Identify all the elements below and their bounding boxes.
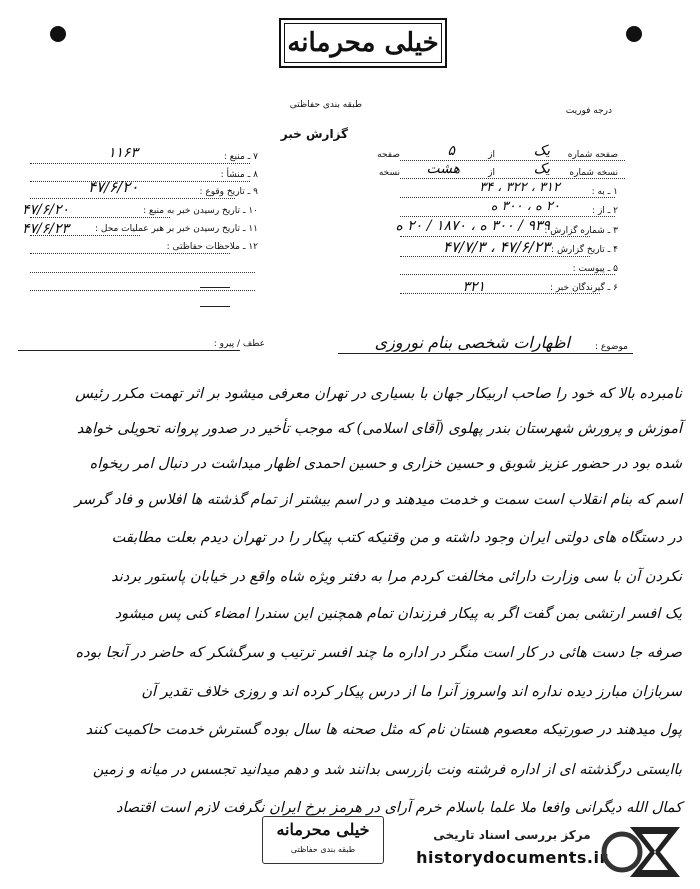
field-source-value: ۱۱۶۳ xyxy=(108,145,139,161)
archive-logo-icon xyxy=(600,822,690,882)
field-report-date-dots xyxy=(400,256,590,257)
body-line: پول میدهند در صورتیکه معصوم هستان نام که مثل صحنه ها سال بوده گسترش خدمت حاکمیت کنند xyxy=(85,722,682,738)
field-event-date-label: ۹ ـ تاریخ وقوع : xyxy=(199,187,258,197)
copy-number-tail: نسخه xyxy=(378,168,400,178)
page-number-label: صفحه شماره xyxy=(567,150,618,160)
body-line: باایستی درگذشته ای از اداره فرشته ونت بازرسی بدانند شد و دهم میدانید تجسس در میانه و زمین xyxy=(92,762,682,778)
body-line: کمال الله دیگرانی وافعا ملا علما باسلام خرم آرای در هرمز برخ ایران نگرفت لازم است اقتصاد xyxy=(116,800,682,816)
field-source-label: ۷ ـ منبع : xyxy=(223,152,258,162)
extra-dots-2 xyxy=(30,290,255,291)
punch-hole-left xyxy=(50,26,66,42)
copy-number-value: یک xyxy=(533,161,550,177)
field-source-received-label: ۱۰ ـ تاریخ رسیدن خبر به منبع : xyxy=(143,206,258,216)
field-report-number-dots xyxy=(400,236,590,237)
field-attachment-label: ۵ ـ پیوست : xyxy=(572,264,618,274)
subject-value: اظهارات شخصی بنام نوروزی xyxy=(374,333,570,352)
punch-hole-right xyxy=(626,26,642,42)
field-origin-dots xyxy=(30,181,250,182)
body-line: نامبرده بالا که خود را صاحب اربیکار جهان با بسیاری در تهران معرفی میشود بر اثر تهمت مکرر رئیس xyxy=(75,386,682,402)
signature-dash-2 xyxy=(200,306,230,307)
report-title: گزارش خبر xyxy=(280,127,348,141)
field-event-date-value: ۴۷/۶/۲۰ xyxy=(88,178,139,196)
signature-dash-1 xyxy=(200,287,230,288)
field-attachment-dots xyxy=(400,274,615,275)
field-to-label: ۱ ـ به : xyxy=(591,187,618,197)
field-report-number-label: ۳ ـ شماره گزارش : xyxy=(544,226,618,236)
field-recipients-label: ۶ ـ گیرندگان خبر : xyxy=(549,283,618,293)
reference-label: عطف / پیرو : xyxy=(213,339,265,349)
subject-label: موضوع : xyxy=(594,342,628,352)
copy-number-from: از xyxy=(488,168,495,178)
field-recipients-value: ۳۲۱ xyxy=(462,279,485,295)
field-ops-received-label: ۱۱ ـ تاریخ رسیدن خبر بر هبر عملیات محل : xyxy=(94,224,258,234)
seal-caption: طبقه بندی حفاظتی xyxy=(290,845,356,854)
reference-rule xyxy=(18,350,240,351)
classification-stamp-text: خیلی محرمانه xyxy=(287,28,439,58)
field-to-value: ۳۱۲ ، ۳۲۲ ، ۳۴ xyxy=(479,180,560,195)
page-number-value: یک xyxy=(533,143,550,159)
page-total-value: ۵ xyxy=(447,143,455,159)
field-source-received-value: ۴۷/۶/۲۰ xyxy=(22,202,70,218)
field-security-notes-label: ۱۲ ـ ملاحظات حفاظتی : xyxy=(166,242,258,252)
body-line: آموزش و پرورش شهرستان بندر پهلوی (آقای اسلامی) که موجب تأخیر در صدور پروانه تحویلی خواهد xyxy=(76,421,682,437)
classification-stamp xyxy=(279,18,447,68)
field-source-dots xyxy=(30,163,250,164)
field-from-dots xyxy=(400,216,615,217)
seal-text: خیلی محرمانه xyxy=(276,820,370,839)
copy-number-label: نسخه شماره xyxy=(569,168,618,178)
field-from-label: ۲ ـ از : xyxy=(592,206,618,216)
field-event-date-dots xyxy=(30,198,235,199)
field-origin-label: ۸ ـ منشأ : xyxy=(220,170,258,180)
field-report-number-value: ۹۳۹ / ۳۰۰ ه ، ۱۸۷۰ / ۲۰ ه xyxy=(395,218,550,234)
field-report-date-label: ۴ ـ تاریخ گزارش : xyxy=(551,245,618,255)
bottom-classification-seal xyxy=(262,816,384,864)
copy-total-value: هشت xyxy=(426,161,460,177)
field-report-date-value: ۴۷/۶/۲۳ ، ۴۷/۷/۳ xyxy=(442,238,550,256)
field-ops-received-value: ۴۷/۶/۲۳ xyxy=(22,221,70,237)
watermark-url: historydocuments.ir xyxy=(416,848,608,867)
field-recipients-dots xyxy=(400,293,600,294)
body-line: نکردن آن با سی وزارت دارائی مخالفت کردم مرا به دفتر ویژه شاه واقع در خیابان پاستور بردند xyxy=(111,569,682,585)
security-class-label: طبقه بندی حفاظتی xyxy=(289,100,362,110)
extra-dots-1 xyxy=(30,272,255,273)
watermark-title: مرکز بررسی اسناد تاریخی xyxy=(433,828,591,842)
copy-number-dots xyxy=(400,178,625,179)
field-security-notes-dots xyxy=(30,253,230,254)
body-line: شده بود در حضور عزیز شوبق و حسین خزاری و حسین احمدی اظهار میداشت در دنبال امر ریخواه xyxy=(89,456,682,472)
body-line: در دستگاه های دولتی ایران وجود داشته و من وقتیکه کتب پیکار را در تهران دیدم بعلت مطابقت xyxy=(111,530,682,546)
body-line: سربازان مبارز دیده نداره اند واسروز آنرا ما از درس پیکار کرده اند و روزی خلاف تقدیر آن xyxy=(141,684,682,700)
urgency-label: درجه فوریت xyxy=(565,106,612,116)
body-line: اسم که بنام انقلاب است سمت و خدمت میدهند و در اسم بیشتر از تمام گذشته ها افلاس و فاد گرسر xyxy=(74,492,682,508)
body-line: صرفه جا دست هائی در کار است منگر در اداره ما چند افسر ترتیب و سرگشکر که حاضر در آنجا بوده xyxy=(75,645,682,661)
page-number-tail: صفحه xyxy=(377,150,400,160)
body-line: یک افسر ارتشی بمن گفت اگر به پیکار فرزندان تمام همچنین این سندرا امضاء کنی پس میشود xyxy=(114,606,682,622)
page-number-from: از xyxy=(488,150,495,160)
subject-rule xyxy=(338,353,633,354)
field-to-dots xyxy=(400,197,615,198)
field-from-value: ۲۰ ه ، ۳۰۰ ه xyxy=(490,199,560,214)
